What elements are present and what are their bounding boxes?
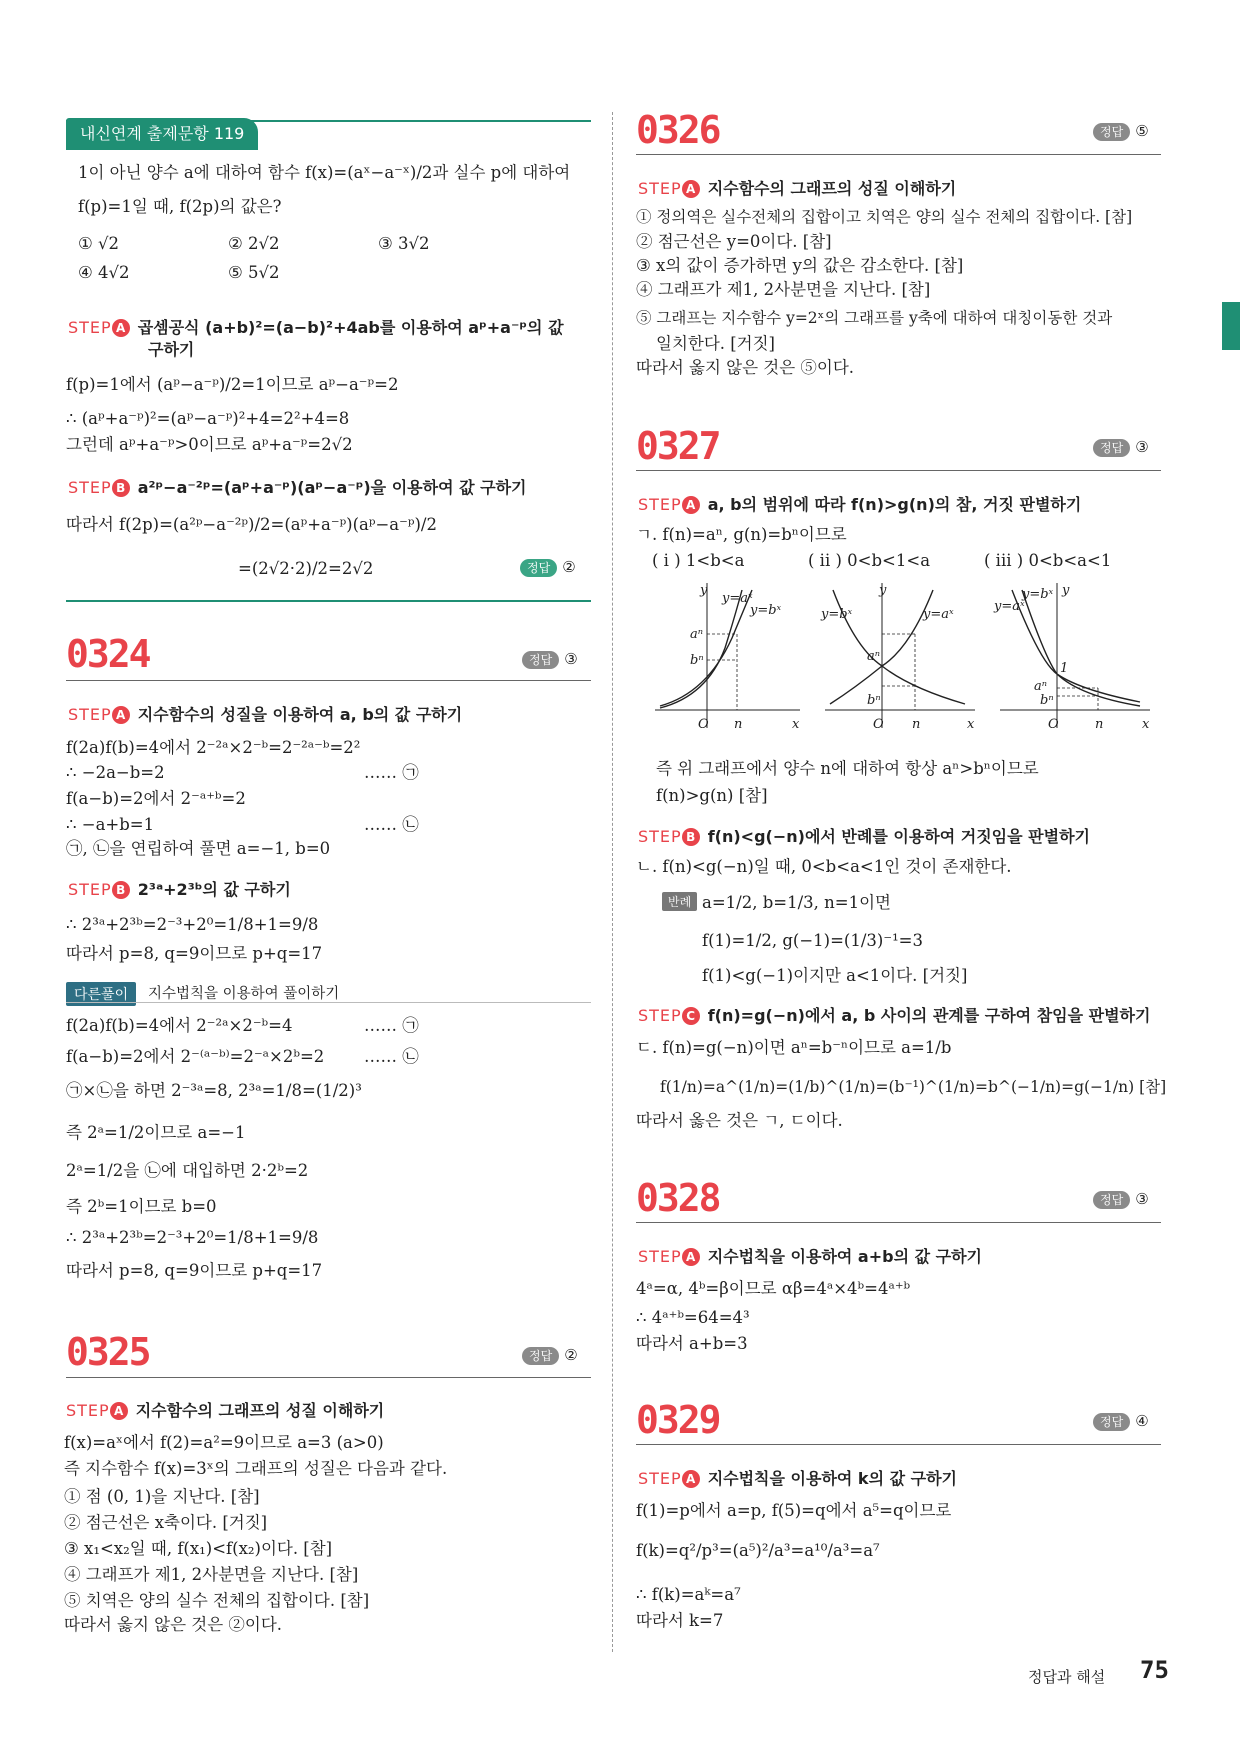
0324-alt-mark2: …… ㉡ <box>364 1047 419 1066</box>
footer-label: 정답과 해설 <box>1028 1668 1106 1686</box>
0327-after-1: 즉 위 그래프에서 양수 n에 대하여 항상 aⁿ>bⁿ이므로 <box>656 759 1039 778</box>
0324-alt-line3: ㉠×㉡을 하면 2⁻³ᵃ=8, 2³ᵃ=1/8=(1/2)³ <box>66 1081 362 1100</box>
intro-b-line1: 따라서 f(2p)=(a²ᵖ−a⁻²ᵖ)/2=(aᵖ+a⁻ᵖ)(aᵖ−a⁻ᵖ)/2 <box>66 515 437 534</box>
curve-b <box>660 590 752 706</box>
question-number-0325: 0325 <box>66 1330 150 1374</box>
alt-solution-chip: 다른풀이 <box>66 982 136 1006</box>
0324-mark1: …… ㉠ <box>364 763 419 782</box>
curve-a <box>660 590 742 708</box>
0329-line1: f(1)=p에서 a=p, f(5)=q에서 a⁵=q이므로 <box>636 1501 952 1520</box>
g3-one: 1 <box>1060 661 1069 676</box>
answer-0328: 정답 ③ <box>1093 1190 1149 1209</box>
g2-yb-label: y=bˣ <box>821 607 853 622</box>
g1-ya-label: y=aˣ <box>722 591 753 606</box>
g1-bn-label: bⁿ <box>690 653 704 668</box>
g2-n: n <box>912 717 921 732</box>
0324-alt-line8: 따라서 p=8, q=9이므로 p+q=17 <box>66 1261 323 1280</box>
case-3: ( iii ) 0<b<a<1 <box>984 551 1112 570</box>
0325-line3: ① 점 (0, 1)을 지난다. [참] <box>64 1487 260 1506</box>
g2-origin: O <box>873 717 884 732</box>
g2-an-label: aⁿ <box>867 649 881 664</box>
step-a-0324: STEP A 지수함수의 성질을 이용하여 a, b의 값 구하기 <box>68 705 463 724</box>
intro-question-line2: f(p)=1일 때, f(2p)의 값은? <box>78 197 282 216</box>
graph-case-2 <box>820 583 975 732</box>
step-b-0324: STEP B 2³ᵃ+2³ᵇ의 값 구하기 <box>68 880 291 899</box>
choice-1: ① √2 <box>78 234 120 253</box>
0324-alt-line1: f(2a)f(b)=4에서 2⁻²ᵃ×2⁻ᵇ=4 <box>66 1016 293 1035</box>
0327-after-2: f(n)>g(n) [참] <box>656 786 768 805</box>
0329-line4: 따라서 k=7 <box>636 1611 724 1630</box>
intro-b-line2: =(2√2·2)/2=2√2 <box>238 559 374 578</box>
g3-bn-label: bⁿ <box>1040 693 1054 708</box>
0327-line1: ㄱ. f(n)=aⁿ, g(n)=bⁿ이므로 <box>636 525 847 544</box>
intro-a-line1: f(p)=1에서 (aᵖ−a⁻ᵖ)/2=1이므로 aᵖ−a⁻ᵖ=2 <box>66 375 399 394</box>
0324-alt-mark1: …… ㉠ <box>364 1016 419 1035</box>
answer-0325: 정답 ② <box>522 1346 578 1365</box>
0324-b-line1: ∴ 2³ᵃ+2³ᵇ=2⁻³+2⁰=1/8+1=9/8 <box>66 915 319 934</box>
0327-counter-3: f(1)<g(−1)이지만 a<1이다. [거짓] <box>702 966 968 985</box>
0324-alt-line5: 2ᵃ=1/2을 ㉡에 대입하면 2·2ᵇ=2 <box>66 1161 309 1180</box>
0326-line4: ④ 그래프가 제1, 2사분면을 지난다. [참] <box>636 280 931 299</box>
intro-answer: 정답 ② <box>520 558 576 577</box>
choice-4: ④ 4√2 <box>78 263 130 282</box>
g1-origin: O <box>698 717 709 732</box>
0324-a-line2: ∴ −2a−b=2 <box>66 763 165 782</box>
0328-line1: 4ᵃ=α, 4ᵇ=β이므로 αβ=4ᵃ×4ᵇ=4ᵃ⁺ᵇ <box>636 1279 911 1298</box>
0325-line2: 즉 지수함수 f(x)=3ˣ의 그래프의 성질은 다음과 같다. <box>64 1459 448 1478</box>
step-a-0325: STEP A 지수함수의 그래프의 성질 이해하기 <box>66 1401 385 1420</box>
0324-mark2: …… ㉡ <box>364 815 419 834</box>
0326-line7: 따라서 옳지 않은 것은 ⑤이다. <box>636 358 855 377</box>
0328-line3: 따라서 a+b=3 <box>636 1334 748 1353</box>
0324-alt-line4: 즉 2ᵃ=1/2이므로 a=−1 <box>66 1123 246 1142</box>
g2-bn-label: bⁿ <box>867 693 881 708</box>
g3-x-label: x <box>1142 717 1150 732</box>
step-b-0327: STEP B f(n)<g(−n)에서 반례를 이용하여 거짓임을 판별하기 <box>638 827 1090 846</box>
0327-c-line3: 따라서 옳은 것은 ㄱ, ㄷ이다. <box>636 1111 843 1130</box>
question-number-0324: 0324 <box>66 632 150 676</box>
section-banner: 내신연계 출제문항 119 <box>66 118 258 150</box>
answer-0329: 정답 ④ <box>1093 1412 1149 1431</box>
side-tab <box>1222 302 1240 350</box>
intro-end-rule <box>66 600 591 602</box>
0324-alt-line2: f(a−b)=2에서 2⁻⁽ᵃ⁻ᵇ⁾=2⁻ᵃ×2ᵇ=2 <box>66 1047 325 1066</box>
step-a-0326: STEP A 지수함수의 그래프의 성질 이해하기 <box>638 179 957 198</box>
0324-a-line5: ㉠, ㉡을 연립하여 풀면 a=−1, b=0 <box>66 839 331 858</box>
curve-b <box>1012 590 1140 702</box>
0325-line7: ⑤ 치역은 양의 실수 전체의 집합이다. [참] <box>64 1591 370 1610</box>
page-number: 75 <box>1140 1656 1169 1684</box>
choice-5: ⑤ 5√2 <box>228 263 280 282</box>
rule-0329 <box>636 1444 1161 1445</box>
0326-line6: 일치한다. [거짓] <box>656 334 775 353</box>
question-number-0328: 0328 <box>636 1176 720 1220</box>
g3-an-label: aⁿ <box>1034 679 1048 694</box>
step-c-0327: STEP C f(n)=g(−n)에서 a, b 사이의 관계를 구하여 참임을 판별하기 <box>638 1006 1151 1025</box>
0325-line1: f(x)=aˣ에서 f(2)=a²=9이므로 a=3 (a>0) <box>64 1433 384 1452</box>
0329-line2: f(k)=q²/p³=(a⁵)²/a³=a¹⁰/a³=a⁷ <box>636 1541 880 1560</box>
g1-yb-label: y=bˣ <box>750 603 782 618</box>
0325-line4: ② 점근선은 x축이다. [거짓] <box>64 1513 268 1532</box>
answer-0327: 정답 ③ <box>1093 438 1149 457</box>
0324-alt-line7: ∴ 2³ᵃ+2³ᵇ=2⁻³+2⁰=1/8+1=9/8 <box>66 1228 319 1247</box>
g1-an-label: aⁿ <box>690 627 704 642</box>
intro-step-b: STEP B a²ᵖ−a⁻²ᵖ=(aᵖ+a⁻ᵖ)(aᵖ−a⁻ᵖ)을 이용하여 값 구하기 <box>68 478 527 497</box>
g2-x-label: x <box>967 717 975 732</box>
0326-line1: ① 정의역은 실수전체의 집합이고 치역은 양의 실수 전체의 집합이다. [참] <box>636 208 1133 226</box>
0327-c-line2: f(1/n)=a^(1/n)=(1/b)^(1/n)=(b⁻¹)^(1/n)=b^(−1/n)=g(−1/n) [참] <box>660 1078 1167 1096</box>
0327-b-line1: ㄴ. f(n)<g(−n)일 때, 0<b<a<1인 것이 존재한다. <box>636 857 1012 876</box>
0329-line3: ∴ f(k)=aᵏ=a⁷ <box>636 1585 741 1604</box>
choice-2: ② 2√2 <box>228 234 280 253</box>
question-number-0326: 0326 <box>636 108 720 152</box>
0324-a-line3: f(a−b)=2에서 2⁻ᵃ⁺ᵇ=2 <box>66 789 246 808</box>
exponential-graphs <box>650 578 1150 738</box>
step-a-0327: STEP A a, b의 범위에 따라 f(n)>g(n)의 참, 거짓 판별하기 <box>638 495 1082 514</box>
intro-step-a: STEP A 곱셈공식 (a+b)²=(a−b)²+4ab를 이용하여 aᵖ+a⁻ᵖ의 값 <box>68 318 564 337</box>
g3-y-label: y <box>1062 583 1070 598</box>
0326-line3: ③ x의 값이 증가하면 y의 값은 감소한다. [참] <box>636 256 964 275</box>
question-number-0329: 0329 <box>636 1398 720 1442</box>
0326-line5: ⑤ 그래프는 지수함수 y=2ˣ의 그래프를 y축에 대하여 대칭이동한 것과 <box>636 309 1113 327</box>
0324-alt-line6: 즉 2ᵇ=1이므로 b=0 <box>66 1197 217 1216</box>
case-2: ( ii ) 0<b<1<a <box>808 551 931 570</box>
0324-a-line1: f(2a)f(b)=4에서 2⁻²ᵃ×2⁻ᵇ=2⁻²ᵃ⁻ᵇ=2² <box>66 738 361 757</box>
g3-yb-label: y=bˣ <box>1022 587 1054 602</box>
g3-n: n <box>1095 717 1104 732</box>
alt-solution-title: 지수법칙을 이용하여 풀이하기 <box>148 986 340 1002</box>
0326-line2: ② 점근선은 y=0이다. [참] <box>636 232 832 251</box>
rule-0328 <box>636 1222 1161 1223</box>
answer-0326: 정답 ⑤ <box>1093 122 1149 141</box>
intro-question-line1: 1이 아닌 양수 a에 대하여 함수 f(x)=(aˣ−a⁻ˣ)/2과 실수 p에 대하여 <box>78 163 571 182</box>
case-1: ( i ) 1<b<a <box>652 551 745 570</box>
rule-0324 <box>66 680 591 681</box>
step-a-0328: STEP A 지수법칙을 이용하여 a+b의 값 구하기 <box>638 1247 983 1266</box>
0327-counter-2: f(1)=1/2, g(−1)=(1/3)⁻¹=3 <box>702 931 924 950</box>
0324-b-line2: 따라서 p=8, q=9이므로 p+q=17 <box>66 944 323 963</box>
column-divider <box>612 112 613 1652</box>
intro-step-a-cont: 구하기 <box>148 340 195 359</box>
0325-line5: ③ x₁<x₂일 때, f(x₁)<f(x₂)이다. [참] <box>64 1539 333 1558</box>
rule-0326 <box>636 154 1161 155</box>
question-number-0327: 0327 <box>636 424 720 468</box>
rule-0327 <box>636 470 1161 471</box>
g2-y-label: y <box>879 583 887 598</box>
rule-0325 <box>66 1377 591 1378</box>
counterexample-chip: 반례 <box>662 892 697 911</box>
answer-0324: 정답 ③ <box>522 650 578 669</box>
g3-ya-label: y=aˣ <box>994 599 1025 614</box>
step-a-0329: STEP A 지수법칙을 이용하여 k의 값 구하기 <box>638 1469 957 1488</box>
graph-case-3 <box>993 583 1150 732</box>
g1-y-label: y <box>700 583 708 598</box>
intro-a-line2: ∴ (aᵖ+a⁻ᵖ)²=(aᵖ−a⁻ᵖ)²+4=2²+4=8 <box>66 409 350 428</box>
0327-c-line1: ㄷ. f(n)=g(−n)이면 aⁿ=b⁻ⁿ이므로 a=1/b <box>636 1038 952 1057</box>
intro-a-line3: 그런데 aᵖ+a⁻ᵖ>0이므로 aᵖ+a⁻ᵖ=2√2 <box>66 435 353 454</box>
g3-origin: O <box>1048 717 1059 732</box>
graph-case-1 <box>655 583 800 732</box>
g1-x-label: x <box>792 717 800 732</box>
0327-counter-1: a=1/2, b=1/3, n=1이면 <box>702 893 891 912</box>
g2-ya-label: y=aˣ <box>923 607 954 622</box>
0328-line2: ∴ 4ᵃ⁺ᵇ=64=4³ <box>636 1308 750 1327</box>
0324-a-line4: ∴ −a+b=1 <box>66 815 155 834</box>
choice-3: ③ 3√2 <box>378 234 430 253</box>
g1-n: n <box>734 717 743 732</box>
0325-line8: 따라서 옳지 않은 것은 ②이다. <box>64 1615 283 1634</box>
0325-line6: ④ 그래프가 제1, 2사분면을 지난다. [참] <box>64 1565 359 1584</box>
alt-rule <box>66 1002 591 1003</box>
